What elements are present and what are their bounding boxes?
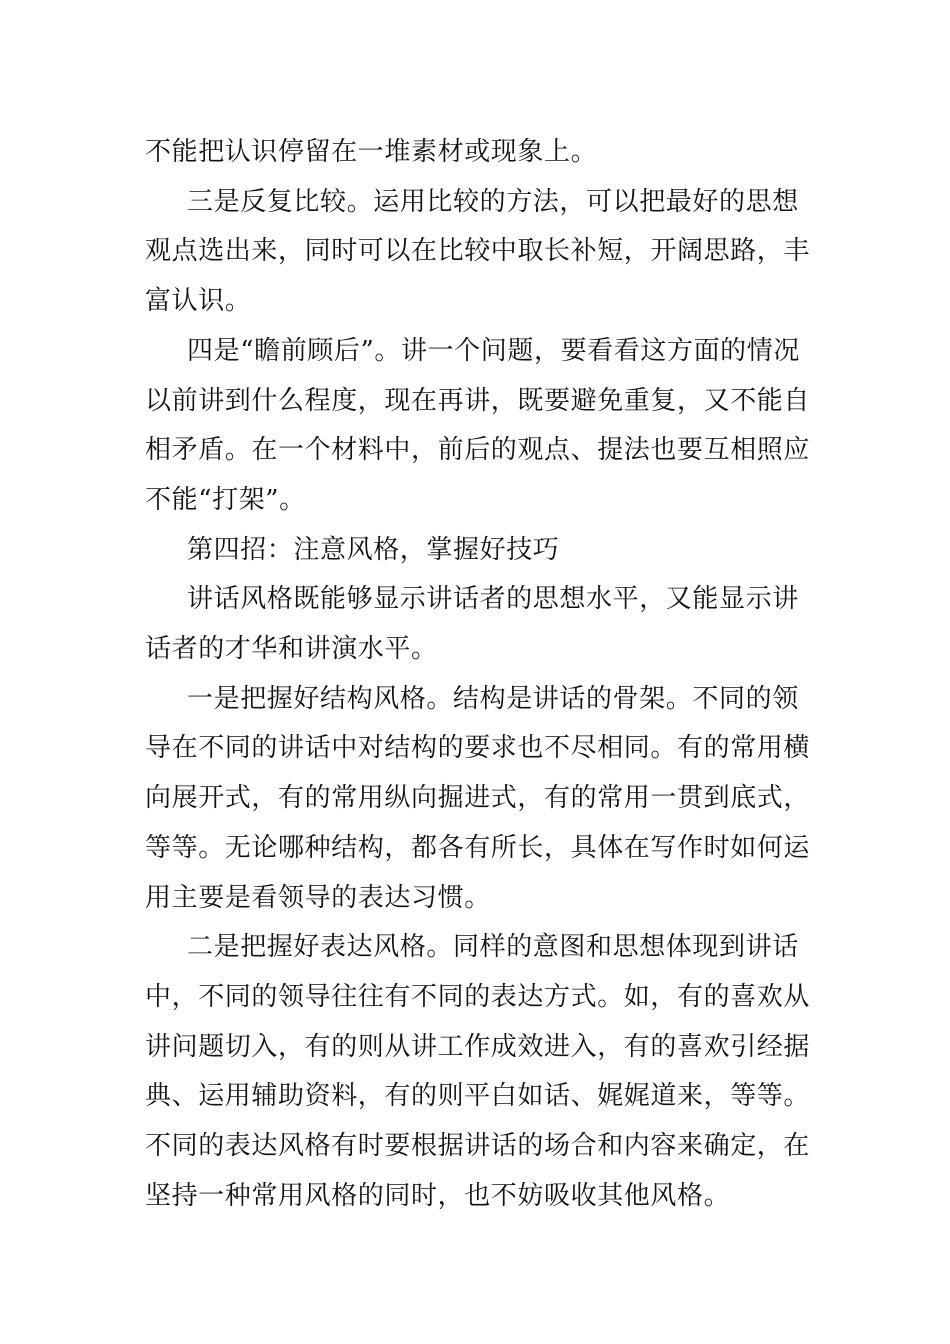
paragraph-repeated-comparison: 三是反复比较。运用比较的方法，可以把最好的思想观点选出来，同时可以在比较中取长补短，开阔思路，丰富认识。: [145, 186, 811, 317]
document-body: [145, 128, 825, 1221]
section-heading-fourth-tip: 第四招：注意风格，掌握好技巧: [187, 534, 560, 565]
paragraph-speech-style-intro: 讲话风格既能够显示讲话者的思想水平，又能显示讲话者的才华和讲演水平。: [145, 584, 799, 665]
paragraph-look-before-after: 四是“瞻前顾后”。讲一个问题，要看看这方面的情况以前讲到什么程度，现在再讲，既要避免重复，又不能自相矛盾。在一个材料中，前后的观点、提法也要互相照应不能“打架”。: [145, 335, 811, 515]
paragraph-structure-style: 一是把握好结构风格。结构是讲话的骨架。不同的领导在不同的讲话中对结构的要求也不尽相同。有的常用横向展开式，有的常用纵向掘进式，有的常用一贯到底式，等等。无论哪种结构，都各有所长，具体在写作时如何运用主要是看领导的表达习惯。: [145, 683, 811, 913]
paragraph-expression-style: 二是把握好表达风格。同样的意图和思想体现到讲话中，不同的领导往往有不同的表达方式。如，有的喜欢从讲问题切入，有的则从讲工作成效进入，有的喜欢引经据典、运用辅助资料，有的则平白如话、娓娓道来，等等。不同的表达风格有时要根据讲话的场合和内容来确定，在坚持一种常用风格的同时，也不妨吸收其他风格。: [145, 932, 811, 1211]
paragraph-continuation: 不能把认识停留在一堆素材或现象上。: [145, 137, 598, 167]
